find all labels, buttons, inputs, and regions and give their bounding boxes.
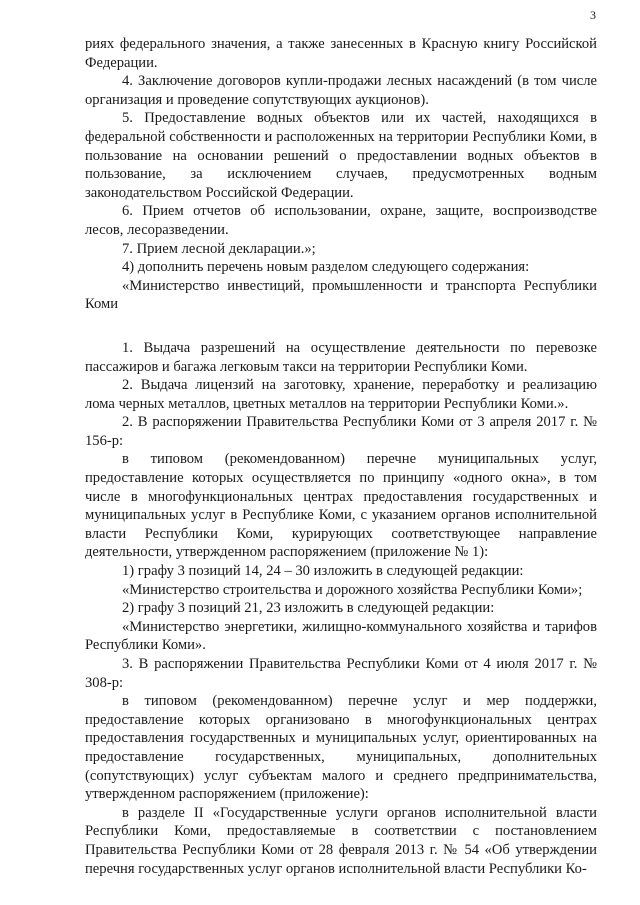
document-body (85, 35, 597, 878)
section-heading-ministry: «Министерство инвестиций, промышленности и транспорта Республики Коми (85, 277, 597, 313)
paragraph-order-156: 2. В распоряжении Правительства Республики Коми от 3 апреля 2017 г. № 156-р: (85, 414, 597, 449)
paragraph-ministry-energy: «Министерство энергетики, жилищно-коммунального хозяйства и тарифов Республики Коми». (85, 618, 597, 654)
paragraph-item-6: 6. Прием отчетов об использовании, охране, защите, воспроизводстве лесов, лесоразведении. (85, 203, 597, 238)
paragraph-section-ii: в разделе II «Государственные услуги органов исполнительной власти Республики Коми, предоставляемые в соответствии с постановлением Правительства Республики Коми от 28 февраля 2013 г. № 54 «Об утверждении перечня государственных услуг органов исполнительной власти Республики Ко- (85, 804, 597, 877)
paragraph-ministry-construction: «Министерство строительства и дорожного хозяйства Республики Коми»; (122, 581, 583, 598)
paragraph-municipal-services: в типовом (рекомендованном) перечне муниципальных услуг, предоставление которых осуществляется по принципу «одного окна», в том числе в многофункциональных центрах предоставления государственных и муниципальных услуг в Республике Коми, с указанием органов исполнительной власти Республики Коми, курирующих соответствующее направление деятельности, утвержденном распоряжением (приложение № 1): (85, 451, 597, 561)
paragraph-item-7: 7. Прием лесной декларации.»; (122, 240, 316, 257)
page-number: 3 (590, 8, 596, 22)
section-gap (85, 314, 597, 339)
paragraph-taxi-permits: 1. Выдача разрешений на осуществление деятельности по перевозке пассажиров и багажа легковым такси на территории Республики Коми. (85, 339, 597, 375)
paragraph-continuation: риях федерального значения, а также занесенных в Красную книгу Российской Федерации. (85, 36, 597, 71)
paragraph-sme-services: в типовом (рекомендованном) перечне услуг и мер поддержки, предоставление которых организовано в многофункциональных центрах предоставления государственных и муниципальных услуг, ориентированных на предоставление государственных, муниципальных, дополнительных (сопутствующих) услуг субъектам малого и среднего предпринимательства, утвержденном распоряжением (приложение): (85, 693, 597, 803)
paragraph-order-308: 3. В распоряжении Правительства Республики Коми от 4 июля 2017 г. № 308-р: (85, 656, 597, 691)
paragraph-amendment-4: 4) дополнить перечень новым разделом следующего содержания: (122, 259, 530, 276)
paragraph-column-3-b: 2) графу 3 позиций 21, 23 изложить в следующей редакции: (122, 600, 495, 617)
paragraph-column-3-a: 1) графу 3 позиций 14, 24 – 30 изложить в следующей редакции: (122, 563, 524, 580)
paragraph-metal-licenses: 2. Выдача лицензий на заготовку, хранение, переработку и реализацию лома черных металлов, цветных металлов на территории Республики Коми.». (85, 377, 597, 412)
paragraph-item-4: 4. Заключение договоров купли-продажи лесных насаждений (в том числе организация и проведение сопутствующих аукционов). (85, 73, 597, 108)
paragraph-item-5: 5. Предоставление водных объектов или их частей, находящихся в федеральной собственности и расположенных на территории Республики Коми, в пользование на основании решений о предоставлении водных объектов в пользование, за исключением случаев, предусмотренных водным законодательством Российской Федерации. (85, 110, 597, 201)
